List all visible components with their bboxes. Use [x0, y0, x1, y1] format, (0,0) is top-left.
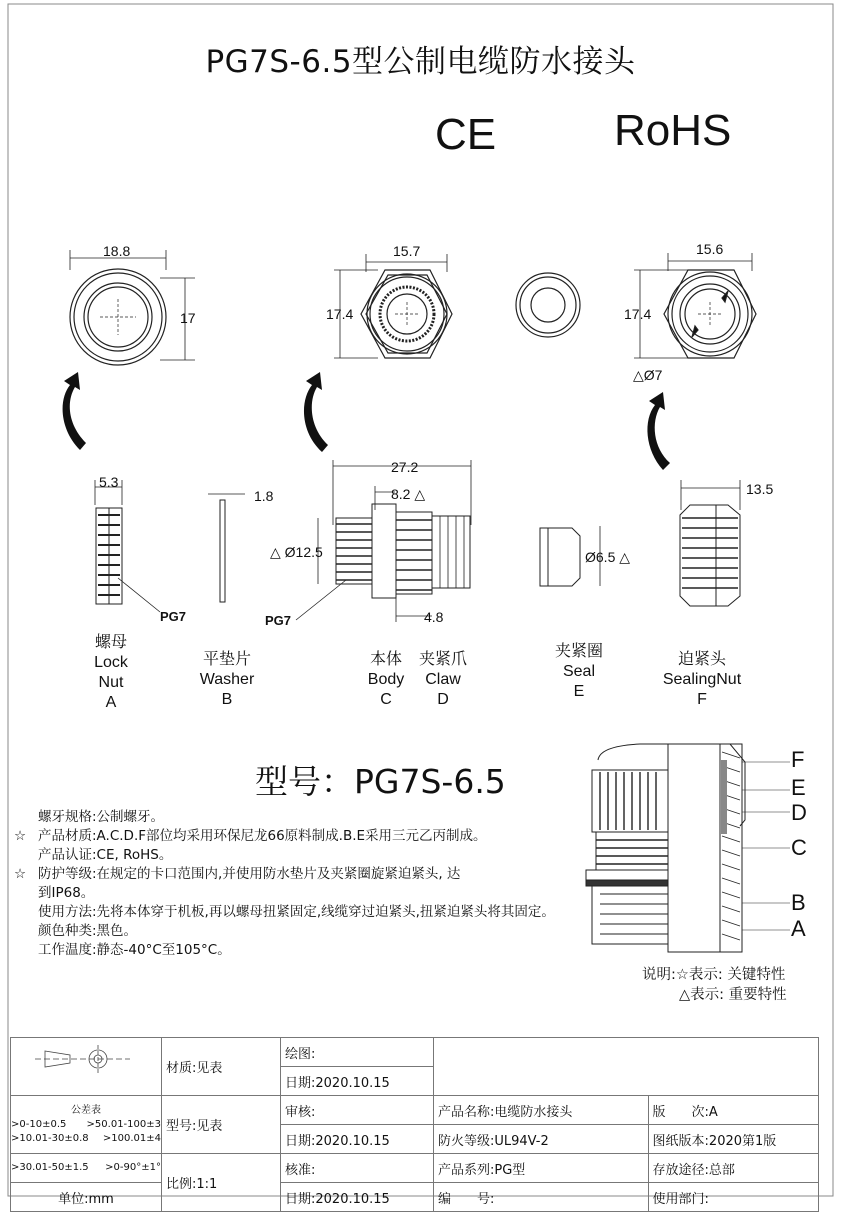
washer-side-view [208, 494, 245, 602]
material-cell: 材质:见表 [162, 1038, 281, 1096]
drawing-version-cell: 图纸版本:2020第1版 [648, 1125, 818, 1154]
note-line: ☆ 产品材质:A.C.D.F部位均采用环保尼龙66原料制成.B.E采用三元乙丙制成。 [14, 828, 487, 844]
dim-seal-dia: Ø6.5 △ [585, 549, 631, 565]
model-ref-cell: 型号:见表 [162, 1096, 281, 1154]
part-label-d: 夹紧爪 Claw D [418, 651, 467, 708]
model-number: 型号：PG7S-6.5 [255, 762, 506, 801]
sealnut-top-view [634, 253, 756, 358]
rohs-mark: RoHS [614, 106, 732, 155]
title-block: 材质:见表 绘图: 日期:2020.10.15 公差表 >0-10±0.5 >50.01-100±3 >10.01-30±0.8 >100.01±4 型号:见表 审核: 产品名称:电缆防水接头 版 次:A 日期:2020.10.15 防火等级:UL94V-2 图纸版本:2020第1版 >30.01-50±1.5 >0-90°±1° 比例:1:1 核准: 产品系列:PG型 存放途径:总部 单位:mm 日期:2020.10.15 编 号: 使用部门: [10, 1037, 819, 1212]
assembly-arrows [63, 372, 670, 470]
assembly-letter-d: D [791, 800, 807, 825]
dept-cell: 使用部门: [648, 1183, 818, 1212]
note-line: 产品认证:CE, RoHS。 [38, 847, 173, 863]
note-line: 使用方法:先将本体穿于机板,再以螺母扭紧固定,线缆穿过迫紧头,扭紧迫紧头将其固定。 [38, 904, 555, 920]
dim-body-hex-height: 17.4 [326, 306, 354, 322]
dim-washer-thickness: 1.8 [254, 488, 274, 504]
sheet-border [8, 4, 833, 1196]
series-cell: 产品系列:PG型 [434, 1154, 649, 1183]
approve-cell: 核准: [281, 1154, 434, 1183]
assembly-letter-a: A [791, 916, 806, 941]
arrow-a [63, 372, 86, 450]
dim-sealnut-width: 15.6 [696, 241, 724, 257]
fire-rating-cell: 防火等级:UL94V-2 [434, 1125, 649, 1154]
tolerance-title: 公差表 [71, 1104, 101, 1116]
version-cell: 版 次:A [648, 1096, 818, 1125]
ce-mark: CE [435, 110, 497, 159]
storage-cell: 存放途径:总部 [648, 1154, 818, 1183]
drawn-cell: 绘图: [281, 1038, 434, 1067]
dim-claw-length: 8.2 △ [391, 486, 426, 502]
dim-lock-nut-height: 17 [180, 310, 196, 326]
lock-nut-top-view [70, 250, 195, 365]
note-line: 工作温度:静态-40°C至105°C。 [38, 942, 231, 958]
part-label-f: 迫紧头 SealingNut F [662, 651, 742, 708]
date-cell-3: 日期:2020.10.15 [281, 1183, 434, 1212]
dim-lock-nut-thickness: 5.3 [99, 474, 119, 490]
number-cell: 编 号: [434, 1183, 649, 1212]
symbol-legend: 说明:☆表示: 关键特性 △表示: 重要特性 [642, 967, 787, 1003]
unit-cell: 单位:mm [11, 1183, 162, 1212]
note-line: 螺牙规格:公制螺牙。 [38, 809, 165, 825]
date-cell-2: 日期:2020.10.15 [281, 1125, 434, 1154]
assembly-letter-b: B [791, 890, 806, 915]
assembly-section-view [586, 744, 790, 952]
dim-thread-len: 4.8 [424, 609, 444, 625]
dim-cable-range: △Ø7 [633, 367, 663, 383]
seal-top-view [516, 273, 580, 337]
part-label-b: 平垫片 Washer B [199, 651, 255, 708]
product-name-cell: 产品名称:电缆防水接头 [434, 1096, 649, 1125]
date-cell-1: 日期:2020.10.15 [281, 1067, 434, 1096]
dim-lock-nut-width: 18.8 [103, 243, 131, 259]
thread-label-a: PG7 [160, 609, 187, 624]
dim-body-length: 27.2 [391, 459, 419, 475]
lock-nut-side-view [95, 480, 160, 612]
assembly-letter-f: F [791, 747, 805, 772]
note-line: ☆ 防护等级:在规定的卡口范围内,并使用防水垫片及夹紧圈旋紧迫紧头, 达 [14, 866, 461, 882]
note-line: 到IP68。 [38, 885, 95, 901]
arrow-c [304, 372, 328, 452]
body-side-view [296, 460, 471, 622]
assembly-letter-e: E [791, 775, 806, 800]
part-label-a: 螺母 Lock Nut A [94, 634, 128, 711]
arrow-f [647, 392, 670, 470]
scale-cell: 比例:1:1 [162, 1154, 281, 1212]
review-cell: 审核: [281, 1096, 434, 1125]
thread-label-c: PG7 [265, 613, 292, 628]
note-line: 颜色种类:黑色。 [38, 923, 138, 939]
spec-notes [14, 808, 555, 960]
dim-thread-dia: △ Ø12.5 [270, 544, 323, 560]
dim-body-hex-width: 15.7 [393, 243, 421, 259]
dim-sealnut-height: 17.4 [624, 306, 652, 322]
page-title: PG7S-6.5型公制电缆防水接头 [205, 44, 636, 80]
assembly-letter-c: C [791, 835, 807, 860]
part-label-c: 本体 Body C [367, 651, 405, 708]
part-label-e: 夹紧圈 Seal E [554, 643, 603, 700]
dim-sealnut-length: 13.5 [746, 481, 774, 497]
sealnut-side-view [680, 480, 740, 606]
